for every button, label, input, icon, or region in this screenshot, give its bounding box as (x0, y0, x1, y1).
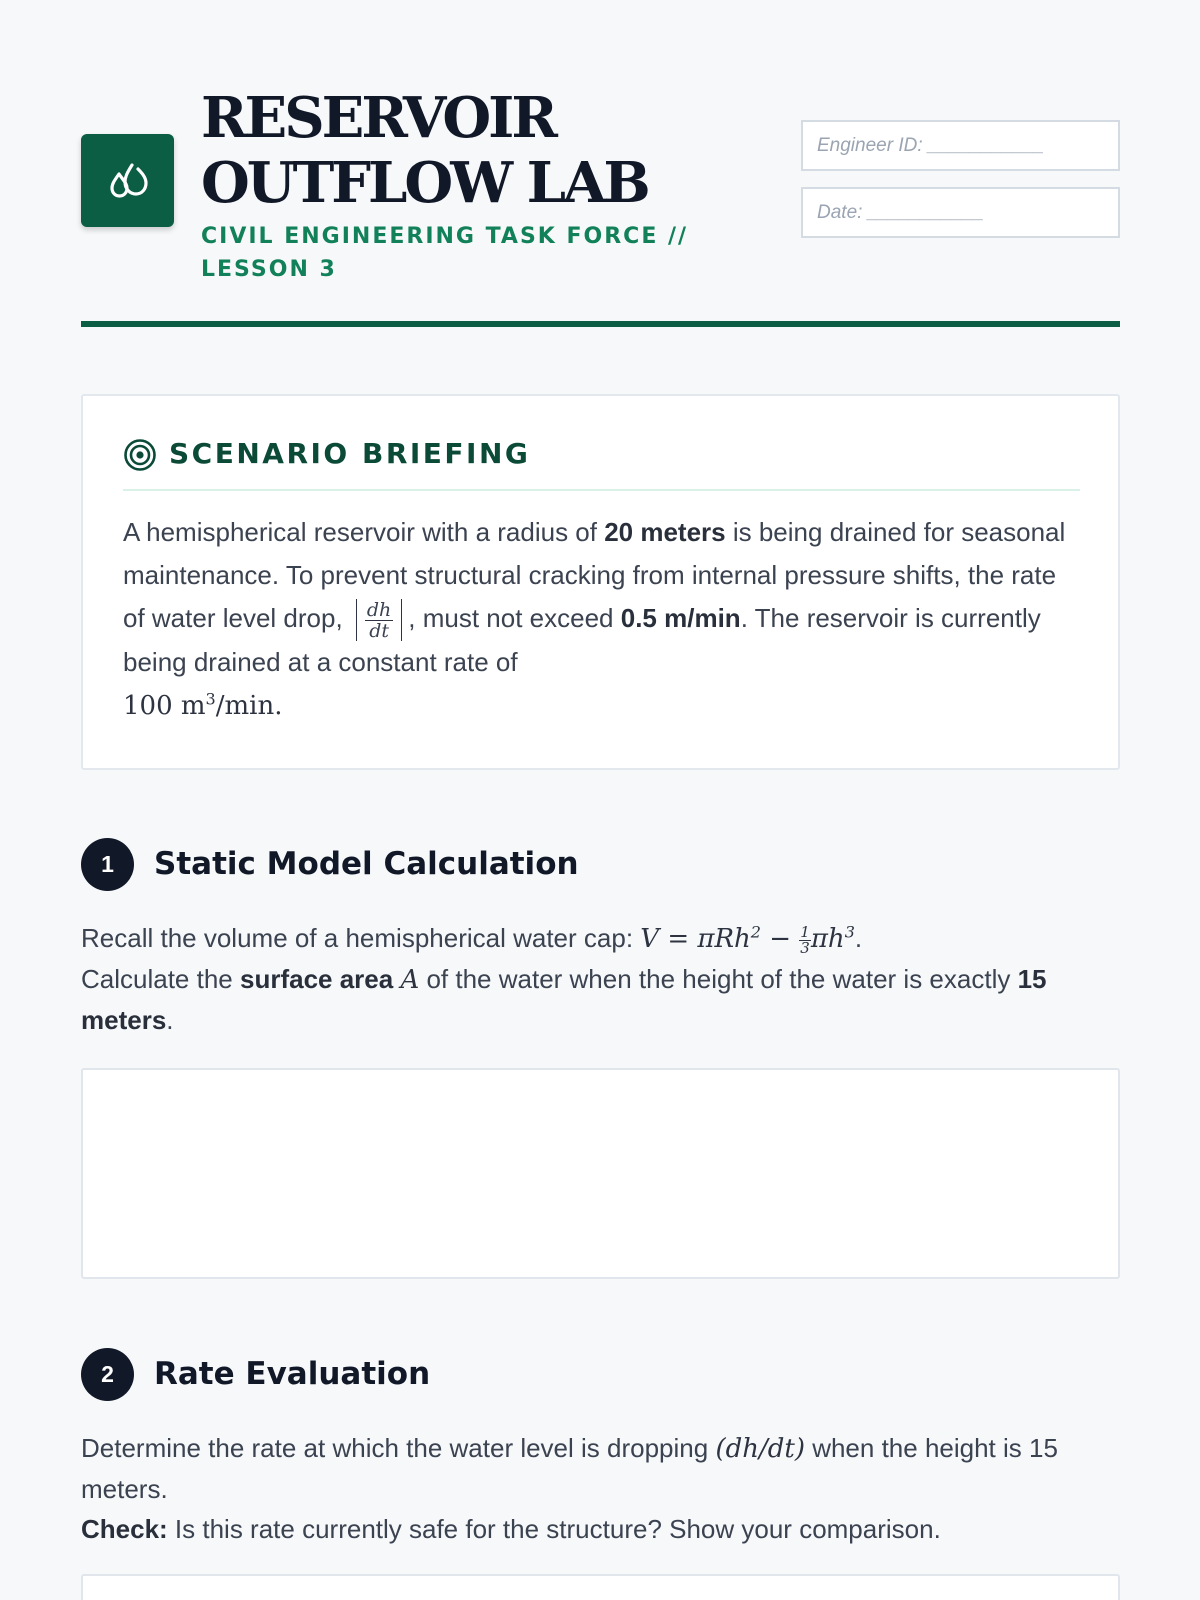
target-icon (123, 438, 157, 472)
engineer-id-field[interactable]: Engineer ID: ___________ (801, 120, 1120, 171)
one-third-num: 1 (800, 922, 810, 941)
s1-line2-mid: of the water when the height of the water is exactly (419, 964, 1018, 994)
drain-rate-exponent: 3 (205, 689, 216, 709)
page-title (201, 86, 801, 216)
title-line-1: RESERVOIR (201, 85, 555, 151)
formula-a: V = πRh (640, 924, 751, 954)
s2-line1-suffix: when the height is 15 meters. (81, 1433, 1058, 1504)
dh-dt-expression: (dh/dt) (715, 1434, 805, 1464)
one-third-den: 3 (800, 938, 810, 957)
section-1-title: Static Model Calculation (154, 846, 579, 882)
drain-rate (123, 691, 282, 721)
formula-end: . (854, 923, 863, 953)
frac-numerator: dh (366, 598, 392, 621)
briefing-header (123, 436, 1080, 491)
formula-a-exp: 2 (750, 922, 761, 942)
section-2-instructions (81, 1428, 1120, 1549)
briefing-text-4: . The reservoir is currently being drained at a constant rate of (123, 603, 1041, 678)
radius-value: 20 meters (604, 517, 726, 547)
header (81, 85, 1120, 282)
briefing-text-1: A hemispherical reservoir with a radius of (123, 517, 605, 547)
briefing-text-3: , must not exceed (408, 603, 621, 633)
section-2-answer-box[interactable] (81, 1574, 1120, 1600)
s1-line2-end: . (166, 1005, 174, 1035)
section-1-instructions (81, 918, 1120, 1040)
one-third-fraction (799, 922, 811, 957)
abs-bar-right (401, 599, 402, 641)
drain-rate-value: 100 m (123, 691, 206, 722)
briefing-text-2: is being drained for seasonal maintenance. To prevent structural cracking from internal pressure shifts, the rate of water level drop, (123, 517, 1066, 633)
formula-minus: − (760, 924, 800, 954)
surface-area-term: surface area (239, 964, 394, 994)
section-1-answer-box[interactable] (81, 1068, 1120, 1279)
briefing-title: SCENARIO BRIEFING (169, 437, 531, 470)
frac-denominator: dt (369, 619, 389, 642)
page-subtitle: CIVIL ENGINEERING TASK FORCE // LESSON 3 (201, 224, 689, 282)
volume-formula (640, 922, 855, 957)
scenario-briefing-card (81, 394, 1120, 770)
briefing-text (123, 511, 1073, 728)
height-value: 15 meters (81, 964, 1047, 1035)
header-divider (81, 321, 1120, 327)
droplets-icon (103, 156, 153, 206)
logo (81, 134, 174, 227)
s2-line1-prefix: Determine the rate at which the water level is dropping (81, 1433, 716, 1463)
formula-b-exp: 3 (844, 922, 855, 942)
check-text: Is this rate currently safe for the structure? Show your comparison. (167, 1514, 941, 1544)
limit-value: 0.5 m/min (620, 603, 741, 633)
s1-line1-prefix: Recall the volume of a hemispherical water cap: (81, 923, 641, 953)
s1-line2-prefix: Calculate the (81, 964, 240, 994)
section-1-number-badge: 1 (81, 838, 134, 891)
section-2-title: Rate Evaluation (154, 1356, 431, 1392)
section-2-number-badge: 2 (81, 1348, 134, 1401)
check-label: Check: (81, 1514, 168, 1544)
formula-b: πh (810, 924, 845, 954)
abs-bar-left (356, 599, 357, 641)
section-1-header (81, 837, 579, 891)
date-field[interactable]: Date: ___________ (801, 187, 1120, 238)
drain-rate-unit: /min. (215, 691, 283, 722)
section-2-header (81, 1347, 430, 1401)
title-line-2: OUTFLOW LAB (201, 150, 648, 216)
area-variable: A (400, 965, 420, 995)
dh-dt-fraction (365, 600, 393, 641)
title-block (201, 86, 801, 286)
